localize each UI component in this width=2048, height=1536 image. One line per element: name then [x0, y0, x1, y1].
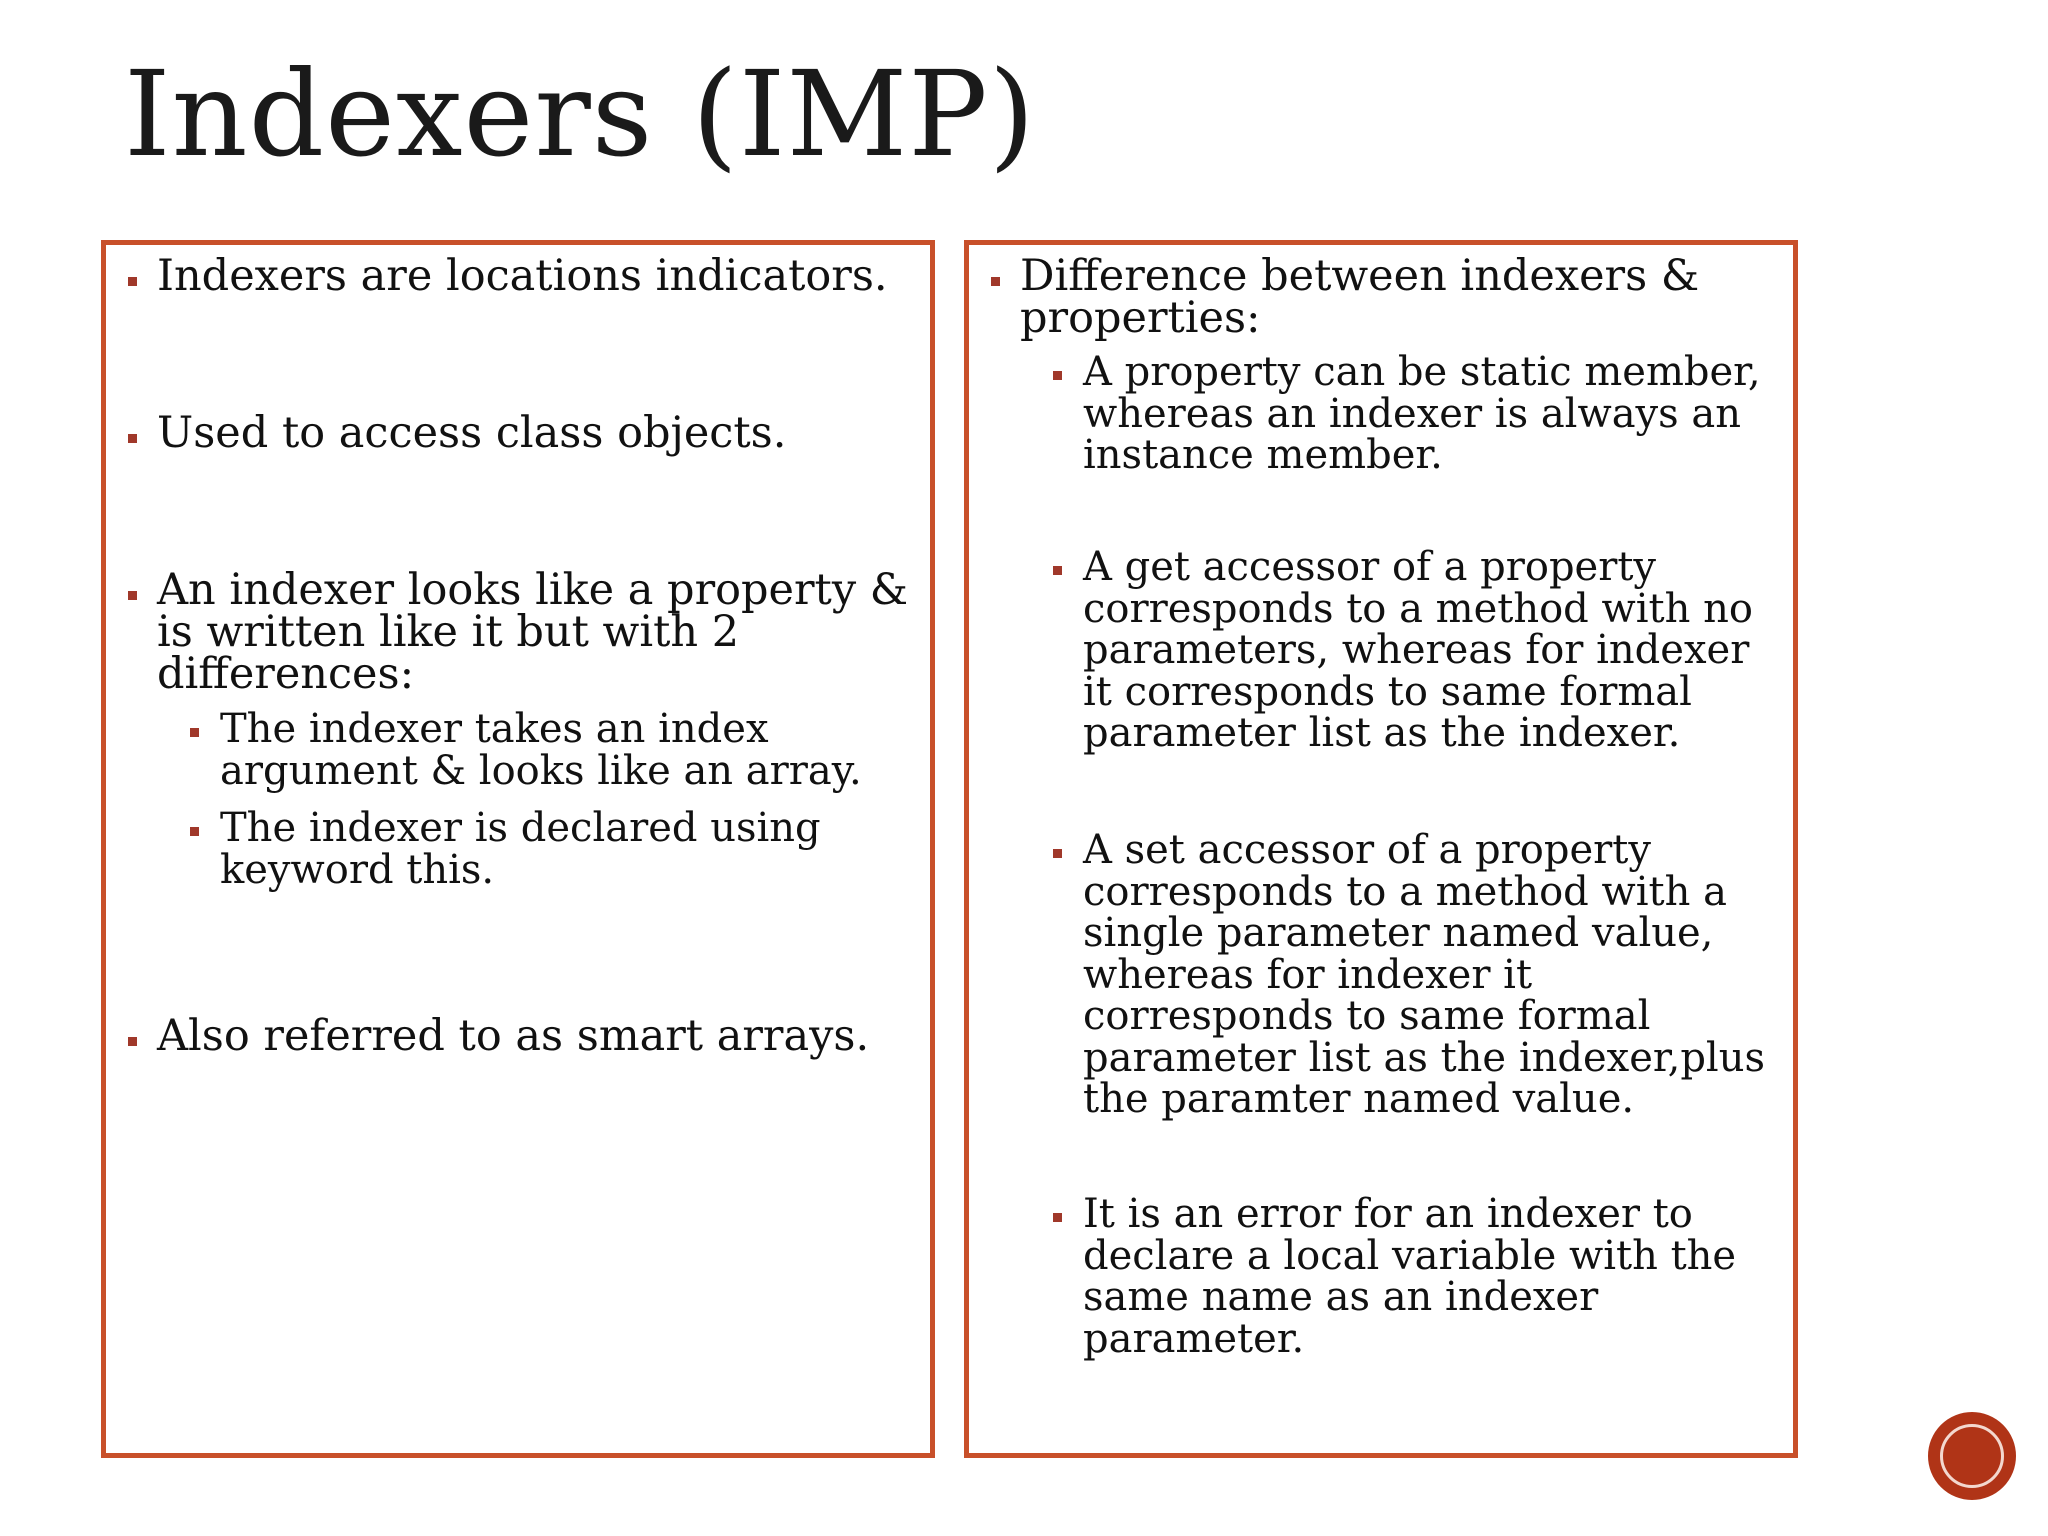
- sub-bullet-item: [1053, 1191, 1737, 1362]
- slide-badge-circle-icon: [1928, 1412, 2016, 1500]
- bullet-text: Used to access class objects.: [157, 408, 787, 458]
- sub-bullet-text: It is an error for an indexer to declare a local variable with the same name as an indexer parameter.: [1083, 1191, 1737, 1362]
- sub-bullet-item: [190, 706, 862, 794]
- bullet-square-icon: [190, 728, 199, 737]
- sub-bullet-item: [190, 805, 821, 893]
- bullet-item: [128, 408, 787, 458]
- bullet-text: Difference between indexers & properties:: [1020, 251, 1700, 343]
- sub-bullet-text: A set accessor of a property corresponds to a method with a single parameter named value, whereas for indexer it corresponds to same formal parameter list as the indexer,plus the paramter named value.: [1083, 827, 1766, 1122]
- sub-bullet-item: [1053, 349, 1761, 478]
- slide-title: Indexers (IMP): [124, 45, 1036, 183]
- bullet-square-icon: [1053, 849, 1062, 858]
- bullet-text: Indexers are locations indicators.: [157, 251, 888, 301]
- sub-bullet-text: A get accessor of a property corresponds to a method with no parameters, whereas for indexer it corresponds to same formal parameter list as the indexer.: [1083, 544, 1753, 756]
- bullet-square-icon: [1053, 566, 1062, 575]
- sub-bullet-text: The indexer is declared using keyword this.: [220, 805, 821, 893]
- bullet-square-icon: [128, 277, 137, 286]
- bullet-square-icon: [190, 827, 199, 836]
- badge-inner-ring: [1940, 1424, 2004, 1488]
- right-content-panel: [964, 240, 1798, 1458]
- sub-bullet-item: [1053, 827, 1766, 1122]
- bullet-item: [128, 251, 888, 301]
- bullet-square-icon: [1053, 1213, 1062, 1222]
- sub-bullet-item: [1053, 544, 1753, 756]
- sub-bullet-text: A property can be static member, whereas an indexer is always an instance member.: [1083, 349, 1761, 478]
- bullet-item: [128, 565, 909, 699]
- bullet-square-icon: [128, 1037, 137, 1046]
- bullet-square-icon: [991, 277, 1000, 286]
- sub-bullet-text: The indexer takes an index argument & looks like an array.: [220, 706, 862, 794]
- bullet-item: [128, 1011, 870, 1061]
- bullet-item: [991, 251, 1700, 343]
- left-content-panel: [101, 240, 935, 1458]
- bullet-square-icon: [1053, 371, 1062, 380]
- bullet-square-icon: [128, 434, 137, 443]
- bullet-text: An indexer looks like a property & is written like it but with 2 differences:: [157, 565, 909, 699]
- bullet-square-icon: [128, 591, 137, 600]
- bullet-text: Also referred to as smart arrays.: [157, 1011, 870, 1061]
